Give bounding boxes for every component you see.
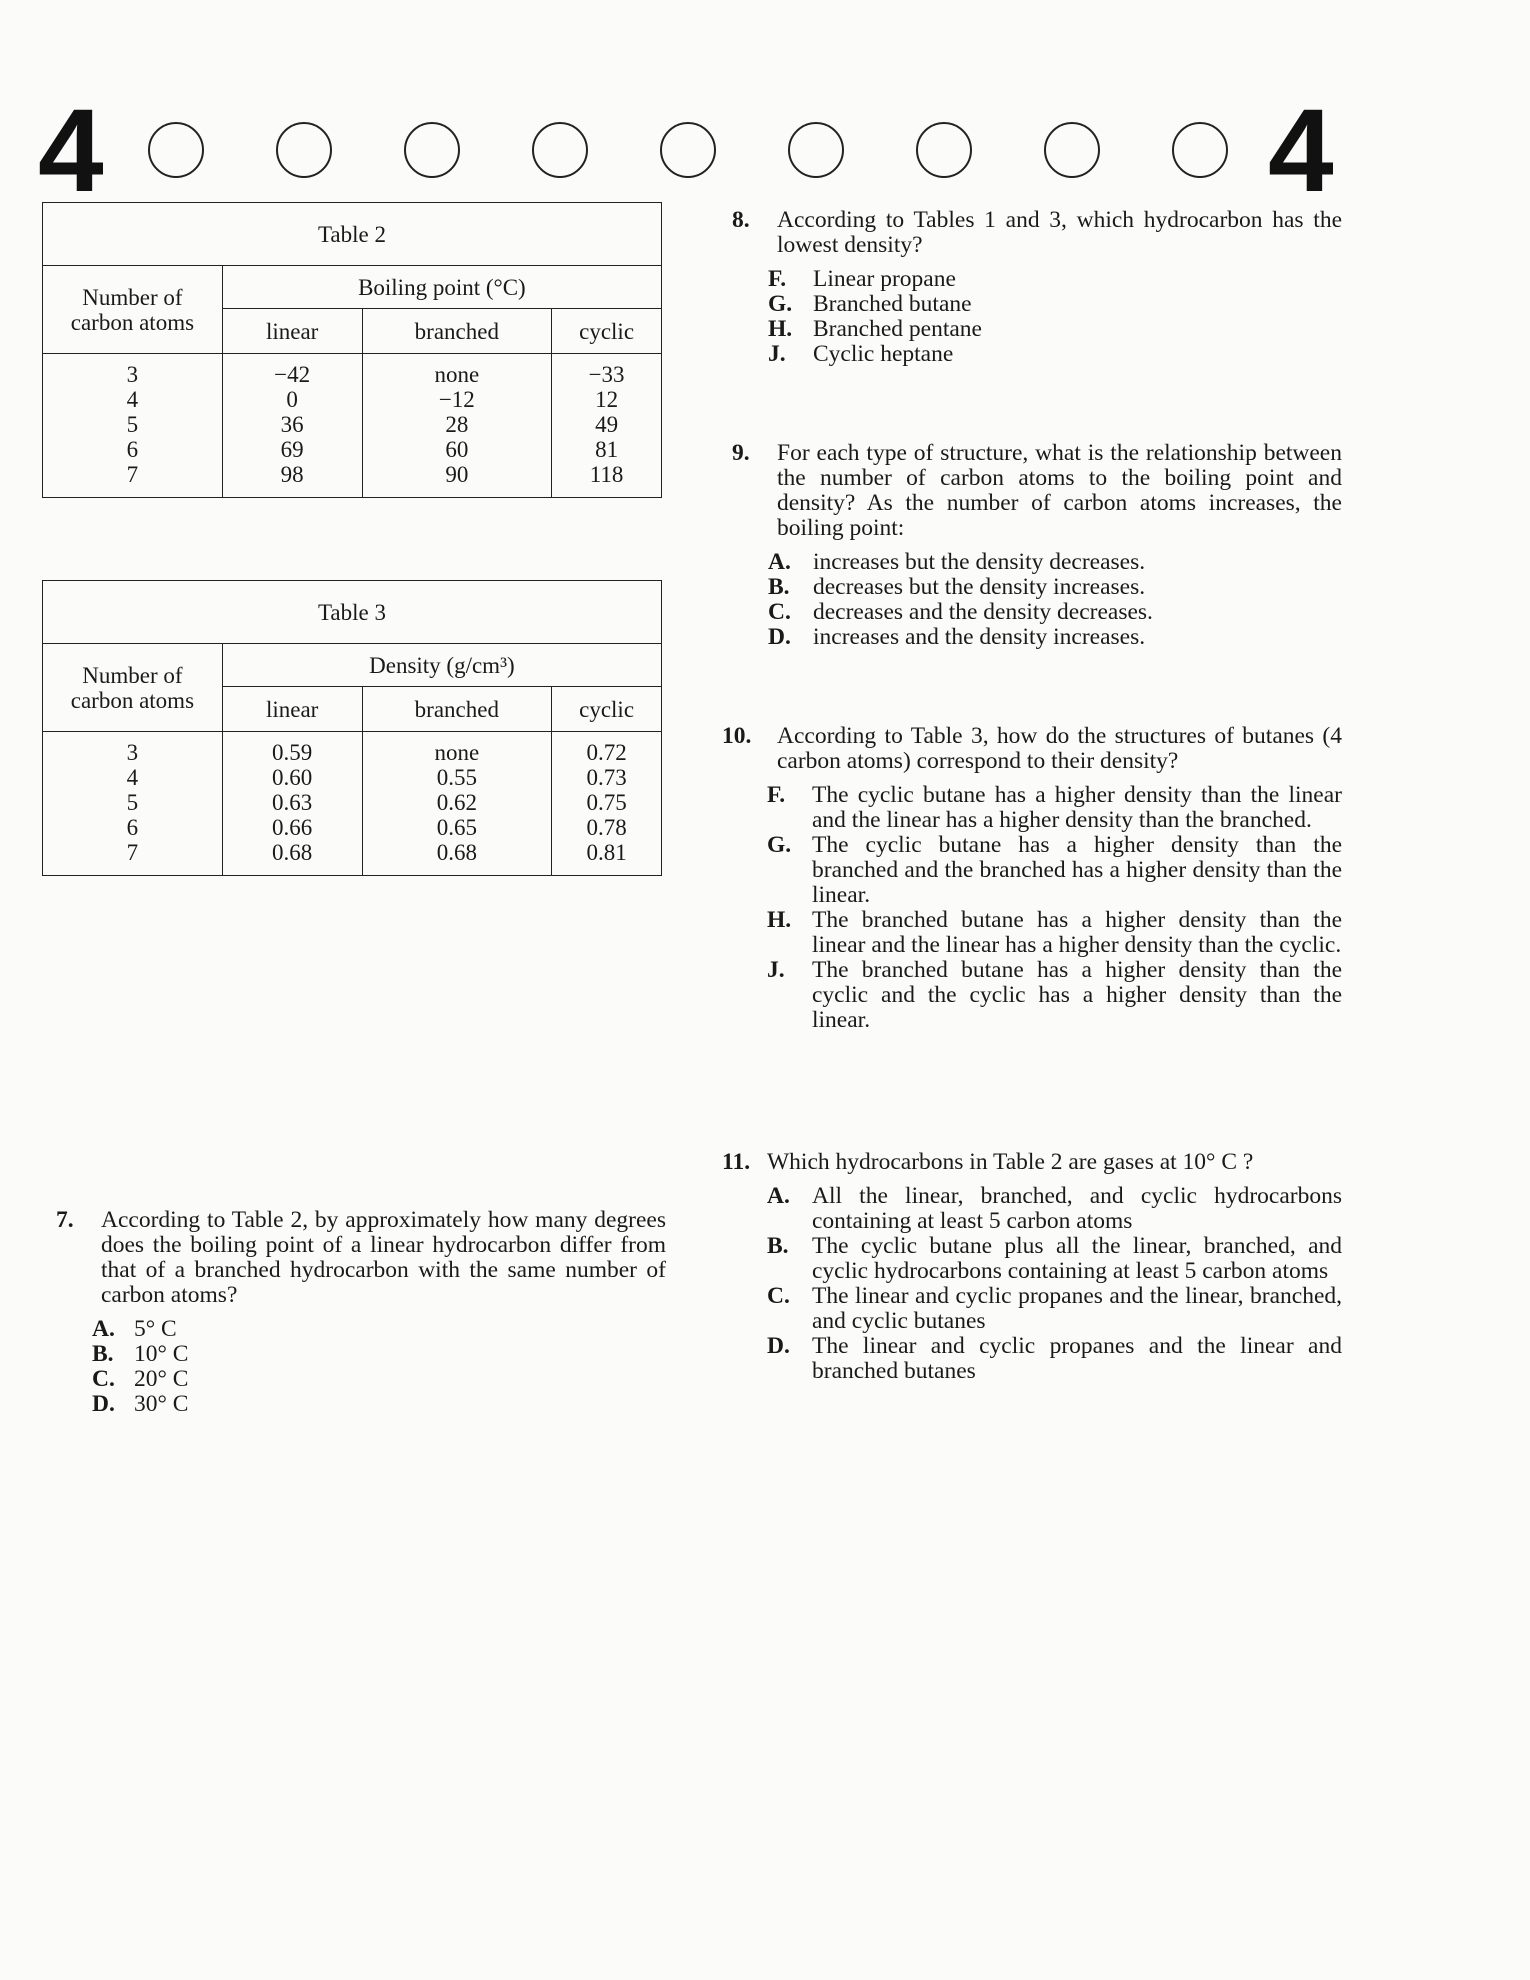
table-3-density — [42, 580, 662, 876]
row-header: Number of carbon atoms — [43, 644, 223, 732]
option-letter: B. — [768, 574, 790, 600]
answer-option-a[interactable] — [767, 1184, 1342, 1234]
option-text: The linear and cyclic propanes and the linear and branched butanes — [812, 1333, 1342, 1384]
table-cell: 0.73 — [586, 765, 627, 790]
question-text: For each type of structure, what is the relationship between the number of carbon atoms to the boiling point and density? As the number of carbon atoms increases, the boiling point: — [777, 440, 1342, 541]
option-text: The branched butane has a higher density than the linear and the linear has a higher density than the cyclic. — [812, 907, 1342, 958]
page-number-right: 4 — [1268, 85, 1334, 217]
table-cell: 4 — [126, 387, 139, 412]
table-cell: −12 — [438, 387, 475, 412]
option-text: Cyclic heptane — [813, 341, 954, 367]
question-text: According to Tables 1 and 3, which hydrocarbon has the lowest density? — [777, 207, 1342, 258]
option-letter: F. — [768, 266, 787, 292]
carbon-atoms-column — [43, 354, 223, 498]
table-cell: 0.66 — [272, 815, 313, 840]
table-cell: 0.63 — [272, 790, 313, 815]
option-letter: D. — [767, 1333, 790, 1359]
option-text: decreases but the density increases. — [813, 574, 1146, 600]
table-cell: 0.72 — [586, 740, 627, 765]
table-cell: 3 — [126, 740, 139, 765]
option-text: The cyclic butane has a higher density than the linear and the linear has a higher density than the branched. — [812, 782, 1342, 833]
page-number-left: 4 — [38, 85, 104, 217]
table-cell: 5 — [126, 412, 139, 437]
table-cell: 36 — [280, 412, 304, 437]
answer-circle — [788, 122, 844, 178]
answer-options — [732, 267, 1342, 367]
column-header-linear: linear — [222, 687, 362, 732]
option-letter: G. — [768, 291, 793, 317]
answer-option-h[interactable] — [768, 317, 1342, 342]
option-letter: F. — [767, 782, 786, 808]
answer-option-d[interactable] — [768, 625, 1342, 650]
question-number: 8. — [732, 207, 750, 233]
table-cell: 0 — [286, 387, 298, 412]
question-stem — [722, 1150, 1342, 1175]
option-text: 10° C — [134, 1341, 189, 1367]
table-cell: 0.75 — [586, 790, 627, 815]
answer-circle — [404, 122, 460, 178]
option-letter: A. — [767, 1183, 790, 1209]
answer-circle-row — [148, 122, 1248, 182]
answer-option-c[interactable] — [92, 1367, 666, 1392]
answer-option-d[interactable] — [92, 1392, 666, 1417]
option-letter: A. — [768, 549, 791, 575]
cyclic-column — [552, 354, 662, 498]
answer-circle — [276, 122, 332, 178]
column-header-branched: branched — [362, 309, 552, 354]
answer-options — [732, 550, 1342, 650]
table-cell: 0.62 — [436, 790, 477, 815]
answer-circle — [148, 122, 204, 178]
column-header-branched: branched — [362, 687, 552, 732]
table-cell: −33 — [588, 362, 625, 387]
answer-option-h[interactable] — [767, 908, 1342, 958]
answer-option-b[interactable] — [92, 1342, 666, 1367]
answer-option-b[interactable] — [767, 1234, 1342, 1284]
group-header: Density (g/cm³) — [222, 644, 661, 687]
option-text: increases but the density decreases. — [813, 549, 1146, 575]
table-cell: 118 — [589, 462, 624, 487]
column-header-cyclic: cyclic — [552, 309, 662, 354]
option-text: The cyclic butane plus all the linear, branched, and cyclic hydrocarbons containing at least 5 carbon atoms — [812, 1233, 1342, 1284]
table-cell: 7 — [126, 462, 139, 487]
option-text: The branched butane has a higher density than the cyclic and the cyclic has a higher density than the linear. — [812, 957, 1342, 1033]
answer-options — [56, 1317, 666, 1417]
group-header: Boiling point (°C) — [222, 266, 661, 309]
table-cell: 5 — [126, 790, 139, 815]
table-cell: 12 — [595, 387, 619, 412]
question-10 — [722, 724, 1342, 1033]
answer-option-f[interactable] — [768, 267, 1342, 292]
table-cell: 3 — [126, 362, 139, 387]
option-letter: D. — [768, 624, 791, 650]
table-cell: 0.81 — [586, 840, 627, 865]
table-cell: 60 — [445, 437, 469, 462]
question-stem — [732, 208, 1342, 258]
table-cell: 0.68 — [272, 840, 313, 865]
table-cell: 28 — [445, 412, 469, 437]
table-cell: 81 — [595, 437, 619, 462]
answer-option-a[interactable] — [92, 1317, 666, 1342]
table-cell: 0.59 — [272, 740, 313, 765]
option-text: decreases and the density decreases. — [813, 599, 1153, 625]
option-text: 20° C — [134, 1366, 189, 1392]
option-text: 5° C — [134, 1316, 177, 1342]
table-2-boiling-point — [42, 202, 662, 498]
option-letter: H. — [767, 907, 792, 933]
question-7 — [56, 1208, 666, 1417]
table-cell: 7 — [126, 840, 139, 865]
option-letter: C. — [767, 1283, 790, 1309]
column-header-linear: linear — [222, 309, 362, 354]
option-letter: A. — [92, 1316, 115, 1342]
option-text: Branched pentane — [813, 316, 982, 342]
answer-circle — [916, 122, 972, 178]
option-letter: J. — [768, 341, 786, 367]
answer-option-j[interactable] — [768, 342, 1342, 367]
table-cell: 0.68 — [436, 840, 477, 865]
carbon-atoms-column — [43, 732, 223, 876]
row-header: Number of carbon atoms — [43, 266, 223, 354]
table-cell: 98 — [280, 462, 304, 487]
table-caption: Table 2 — [43, 203, 662, 266]
option-text: The cyclic butane has a higher density than the branched and the branched has a higher density than the linear. — [812, 832, 1342, 908]
answer-option-f[interactable] — [767, 783, 1342, 833]
option-letter: D. — [92, 1391, 115, 1417]
table-cell: 0.55 — [436, 765, 477, 790]
table-cell: 4 — [126, 765, 139, 790]
question-number: 9. — [732, 440, 750, 466]
answer-option-b[interactable] — [768, 575, 1342, 600]
table-cell: 6 — [126, 437, 139, 462]
question-text: According to Table 2, by approximately how many degrees does the boiling point of a linear hydrocarbon differ from that of a branched hydrocarbon with the same number of carbon atoms? — [101, 1207, 666, 1308]
linear-column — [222, 354, 362, 498]
cyclic-column — [552, 732, 662, 876]
answer-circle — [1044, 122, 1100, 178]
question-text: Which hydrocarbons in Table 2 are gases at 10° C ? — [767, 1149, 1254, 1175]
option-text: Linear propane — [813, 266, 956, 292]
question-number: 7. — [56, 1207, 74, 1233]
question-8 — [732, 208, 1342, 367]
question-text: According to Table 3, how do the structures of butanes (4 carbon atoms) correspond to their density? — [777, 723, 1342, 774]
answer-option-d[interactable] — [767, 1334, 1342, 1384]
option-text: Branched butane — [813, 291, 972, 317]
branched-column — [362, 354, 552, 498]
linear-column — [222, 732, 362, 876]
option-text: 30° C — [134, 1391, 189, 1417]
option-letter: C. — [92, 1366, 115, 1392]
answer-option-a[interactable] — [768, 550, 1342, 575]
table-cell: 0.60 — [272, 765, 313, 790]
table-cell: 69 — [280, 437, 304, 462]
table-cell: none — [434, 362, 480, 387]
question-stem — [56, 1208, 666, 1308]
question-9 — [732, 441, 1342, 650]
option-letter: B. — [92, 1341, 114, 1367]
option-letter: H. — [768, 316, 793, 342]
answer-option-g[interactable] — [768, 292, 1342, 317]
option-letter: G. — [767, 832, 792, 858]
option-text: increases and the density increases. — [813, 624, 1146, 650]
question-11 — [722, 1150, 1342, 1384]
answer-options — [722, 1184, 1342, 1384]
table-cell: 0.78 — [586, 815, 627, 840]
table-cell: −42 — [274, 362, 311, 387]
question-stem — [722, 724, 1342, 774]
answer-options — [722, 783, 1342, 1033]
branched-column — [362, 732, 552, 876]
table-cell: 90 — [445, 462, 469, 487]
answer-circle — [1172, 122, 1228, 178]
answer-circle — [532, 122, 588, 178]
table-cell: 49 — [595, 412, 619, 437]
table-cell: none — [434, 740, 480, 765]
column-header-cyclic: cyclic — [552, 687, 662, 732]
option-letter: J. — [767, 957, 785, 983]
option-letter: C. — [768, 599, 791, 625]
table-cell: 6 — [126, 815, 139, 840]
question-number: 11. — [722, 1149, 751, 1175]
question-stem — [732, 441, 1342, 541]
table-cell: 0.65 — [436, 815, 477, 840]
option-text: All the linear, branched, and cyclic hydrocarbons containing at least 5 carbon atoms — [812, 1183, 1342, 1234]
answer-option-c[interactable] — [767, 1284, 1342, 1334]
option-letter: B. — [767, 1233, 789, 1259]
option-text: The linear and cyclic propanes and the linear, branched, and cyclic butanes — [812, 1283, 1342, 1334]
answer-circle — [660, 122, 716, 178]
answer-option-g[interactable] — [767, 833, 1342, 908]
answer-option-j[interactable] — [767, 958, 1342, 1033]
table-caption: Table 3 — [43, 581, 662, 644]
question-number: 10. — [722, 723, 752, 749]
answer-option-c[interactable] — [768, 600, 1342, 625]
